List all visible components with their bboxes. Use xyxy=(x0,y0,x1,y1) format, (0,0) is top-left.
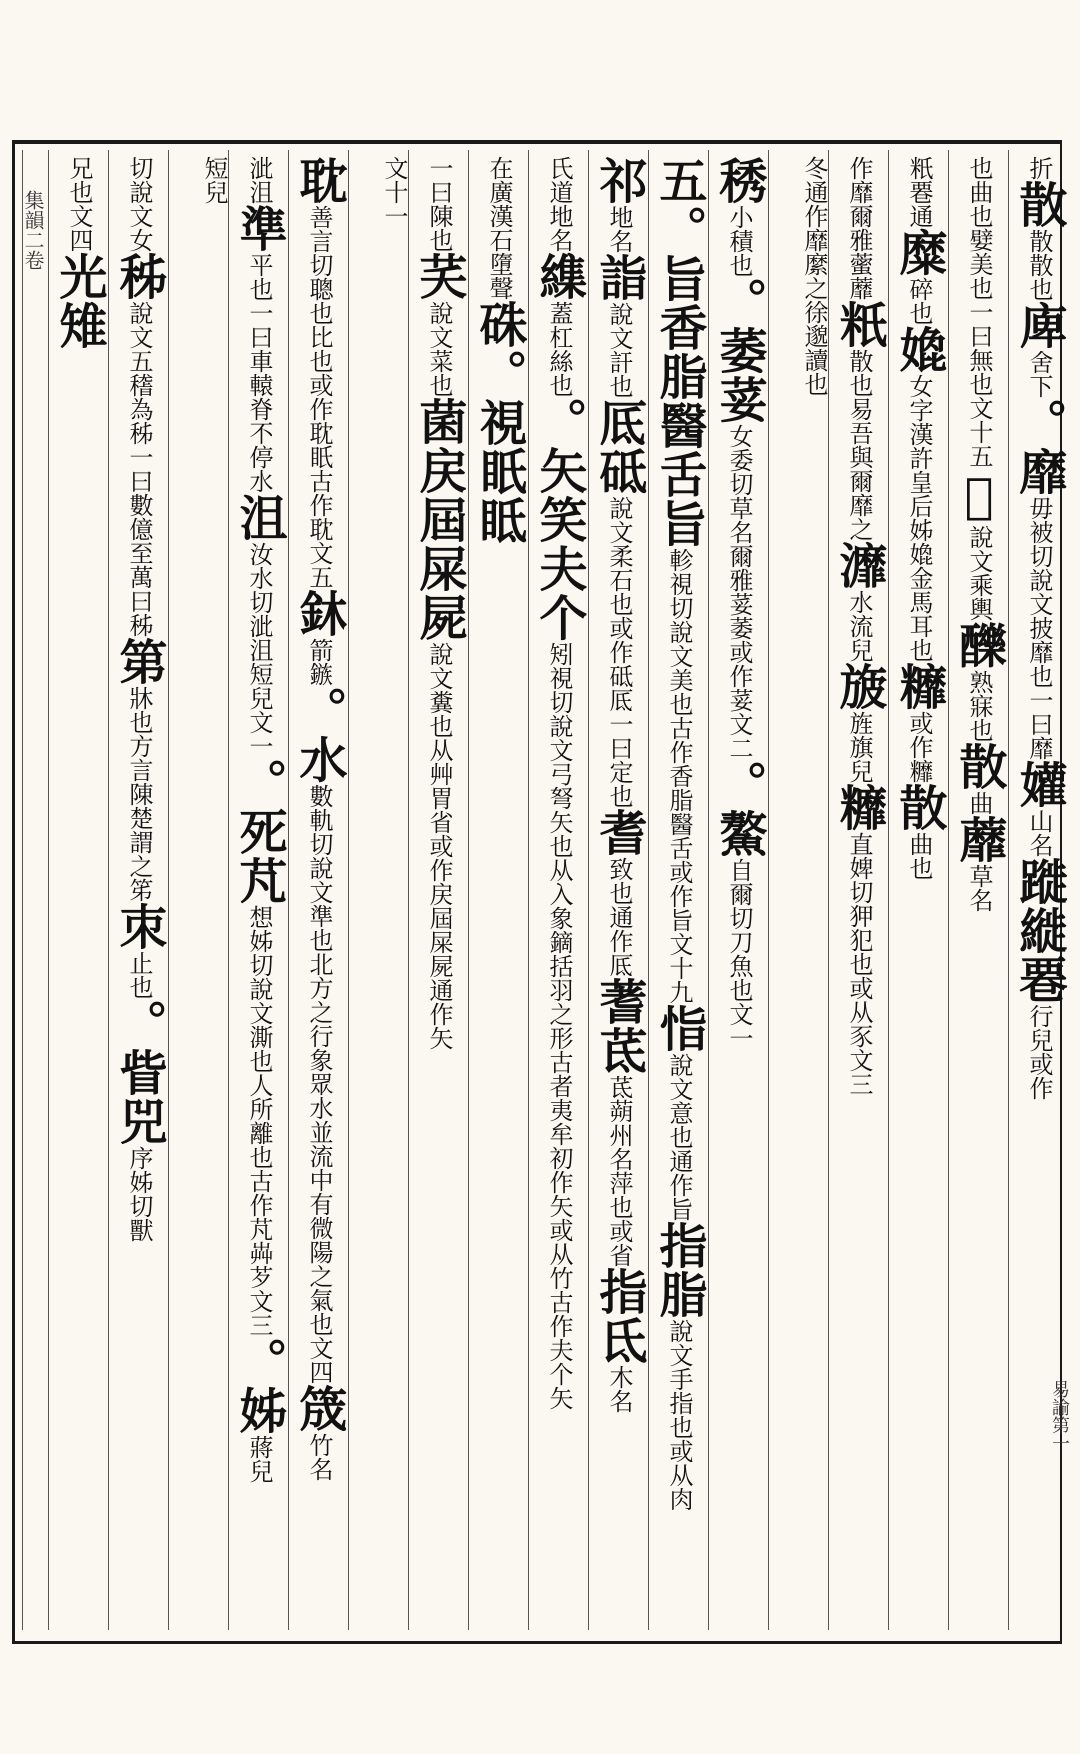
annotation: 軫視切說文美也古作香脂醫舌或作旨文十九 xyxy=(665,548,693,1004)
headword: 芺 xyxy=(411,252,467,301)
headword: 。鰲 xyxy=(711,760,767,858)
headword: 五。旨香脂醫舌旨 xyxy=(651,156,707,548)
annotation: 蓋杠絲也 xyxy=(545,301,573,397)
annotation: 一曰陳也 xyxy=(425,156,453,252)
annotation: 冬通作靡 xyxy=(800,156,828,252)
annotation: 矧視切說文弓弩矢也从入象鏑括羽之形古者夷牟初作矢或从竹古作夫个矢 xyxy=(545,642,573,1410)
headword: 。萎荽 xyxy=(711,277,767,424)
annotation: 說文糞也从艸胃省或作戻屆屎屍通作矢 xyxy=(425,642,453,1050)
annotation: 說文柔石也或作砥厎一曰定也 xyxy=(605,496,633,808)
annotation: 地名 xyxy=(605,205,633,253)
text-column xyxy=(108,150,168,1630)
annotation: 女委切草名爾雅荽萎或作荽文二 xyxy=(725,424,753,760)
text-column xyxy=(168,150,228,1630)
annotation: 旌旗兒 xyxy=(845,711,873,783)
annotation: 茋蒴州名萍也或省 xyxy=(605,1075,633,1267)
annotation: 說文五𥡴為秭一曰數億至萬曰秭 xyxy=(125,301,153,637)
annotation: 小積也 xyxy=(725,205,753,277)
headword: 䊳 xyxy=(831,783,887,832)
annotation: 止也 xyxy=(125,951,153,999)
headword: 䉻 xyxy=(831,300,887,349)
annotation: 短兒 xyxy=(200,156,228,204)
annotation: 或作䊳 xyxy=(905,711,933,783)
text-column xyxy=(588,150,648,1630)
headword: 散 xyxy=(951,742,1007,791)
text-column xyxy=(228,150,288,1630)
annotation: 也 xyxy=(1025,277,1053,301)
annotation: 折 xyxy=(1025,156,1053,180)
annotation: 熟寐也 xyxy=(965,670,993,742)
text-column xyxy=(288,150,348,1630)
vertical-text-block xyxy=(21,150,1068,1630)
headword: 耽 xyxy=(291,156,347,205)
annotation: 兄也文四 xyxy=(65,156,93,252)
headword: 糜 xyxy=(891,228,947,277)
text-column xyxy=(348,150,408,1630)
text-column xyxy=(768,150,828,1630)
annotation: 箭鏃 xyxy=(305,638,333,686)
headword: 灖 xyxy=(831,541,887,590)
headword: 。水 xyxy=(291,686,347,784)
headword: 旇 xyxy=(831,662,887,711)
headword: 𦗸 xyxy=(951,468,1007,525)
annotation: 毋被切說文披靡也一曰靡 xyxy=(1025,496,1053,760)
annotation: 草名 xyxy=(965,864,993,912)
text-column xyxy=(708,150,768,1630)
headword: 詣 xyxy=(591,253,647,302)
annotation: 序姊切獸 xyxy=(125,1146,153,1242)
headword: 孉 xyxy=(1011,760,1067,809)
headword: 鈢 xyxy=(291,589,347,638)
annotation: 切說文女 xyxy=(125,156,153,252)
headword: 䊳 xyxy=(891,662,947,711)
annotation: 直婢切狎犯也或从豕文三 xyxy=(845,832,873,1096)
annotation: 氏道地名 xyxy=(545,156,573,252)
annotation: 汝水切泚沮短兒文一 xyxy=(245,542,273,758)
headword: 第 xyxy=(111,637,167,686)
headword: 。視眂眡 xyxy=(471,349,527,545)
annotation: 金馬耳也 xyxy=(905,566,933,662)
annotation: 木名 xyxy=(605,1365,633,1413)
annotation: 水流兒 xyxy=(845,590,873,662)
page-margin-note: 易諭第一 xyxy=(1049,1380,1070,1452)
text-column xyxy=(828,150,888,1630)
headword: 蹝縰䙴 xyxy=(1011,857,1067,1004)
side-volume-label: 集韻二卷 xyxy=(22,150,48,1630)
headword: 菌戻屆屎屍 xyxy=(411,397,467,642)
annotation: 碎也 xyxy=(905,277,933,325)
headword: 。眥兕 xyxy=(111,999,167,1146)
headword: 。靡 xyxy=(1011,398,1067,496)
headword: 準 xyxy=(231,204,287,253)
annotation: 說文訐也 xyxy=(605,302,633,398)
annotation: 散也易吾與爾靡之 xyxy=(845,349,873,541)
text-column xyxy=(888,150,948,1630)
annotation: 縻之徐邈讀也 xyxy=(800,252,828,396)
text-column xyxy=(408,150,468,1630)
text-column xyxy=(648,150,708,1630)
headword: 朿 xyxy=(111,902,167,951)
headword: 䤕 xyxy=(951,621,1007,670)
headword: 秭 xyxy=(111,252,167,301)
headword: 䌖 xyxy=(531,252,587,301)
text-column xyxy=(48,150,108,1630)
annotation: 作靡 xyxy=(845,156,873,204)
annotation: 曲也 xyxy=(905,832,933,880)
text-column xyxy=(528,150,588,1630)
annotation: 說文手指也或从肉 xyxy=(665,1319,693,1511)
annotation: 平也一曰車轅脊不停水 xyxy=(245,253,273,493)
headword: 恉 xyxy=(651,1004,707,1053)
annotation: 山名 xyxy=(1025,809,1053,857)
annotation: 泚沮 xyxy=(245,156,273,204)
headword: 耆 xyxy=(591,808,647,857)
headword: 散 xyxy=(891,783,947,832)
headword: 。姊 xyxy=(231,1337,287,1435)
annotation: 說文菜也 xyxy=(425,301,453,397)
annotation: 說文意也通作旨 xyxy=(665,1053,693,1221)
headword: 蘼 xyxy=(951,815,1007,864)
headword: 祁 xyxy=(591,156,647,205)
annotation: 爾雅藌蘼 xyxy=(845,204,873,300)
headword: 䅎 xyxy=(711,156,767,205)
annotation: 曲 xyxy=(965,791,993,815)
text-column xyxy=(468,150,528,1630)
headword: 沮 xyxy=(231,493,287,542)
headword: 厎砥 xyxy=(591,398,647,496)
annotation: 在廣漢 xyxy=(485,156,513,228)
annotation: 行兒或作 xyxy=(1025,1004,1053,1100)
annotation: 女字漢許皇后姊嫓 xyxy=(905,374,933,566)
annotation: 曲也 xyxy=(965,180,993,228)
headword: 指脂 xyxy=(651,1221,707,1319)
annotation: 善言切聰也比也或作耽眂古作耽文五 xyxy=(305,205,333,589)
annotation: 蔣兒 xyxy=(245,1435,273,1483)
headword: 。死芃 xyxy=(231,758,287,905)
annotation: 牀也方言陳楚謂之笫 xyxy=(125,686,153,902)
headword: 硃 xyxy=(471,300,527,349)
annotation: 文十一 xyxy=(380,156,408,228)
annotation: 石墮聲 xyxy=(485,228,513,300)
headword: 嫓 xyxy=(891,325,947,374)
annotation: 散散 xyxy=(1025,229,1053,277)
annotation: 也 xyxy=(965,156,993,180)
headword: 散 xyxy=(1011,180,1067,229)
annotation: 嬖美也一曰無也文十五 xyxy=(965,228,993,468)
annotation: 竹名 xyxy=(305,1433,333,1481)
annotation: 自爾切刀魚也文一 xyxy=(725,858,753,1050)
headword: 指氐 xyxy=(591,1267,647,1365)
annotation: 數軌切說文準也北方之行象眾水並流中有微陽之氣也文四 xyxy=(305,784,333,1384)
annotation: 想姊切說文澌也人所離也古作芃芔芕文三 xyxy=(245,905,273,1337)
annotation: 䉻䙴通 xyxy=(905,156,933,228)
headword: 光雉 xyxy=(51,252,107,350)
headword: 筬 xyxy=(291,1384,347,1433)
headword: 。矢笑夫个 xyxy=(531,397,587,642)
annotation: 致也通作厎 xyxy=(605,857,633,977)
text-column xyxy=(948,150,1008,1630)
headword: 庳 xyxy=(1011,301,1067,350)
headword: 蓍茋 xyxy=(591,977,647,1075)
annotation: 舍下 xyxy=(1025,350,1053,398)
annotation: 說文乘輿 xyxy=(965,525,993,621)
